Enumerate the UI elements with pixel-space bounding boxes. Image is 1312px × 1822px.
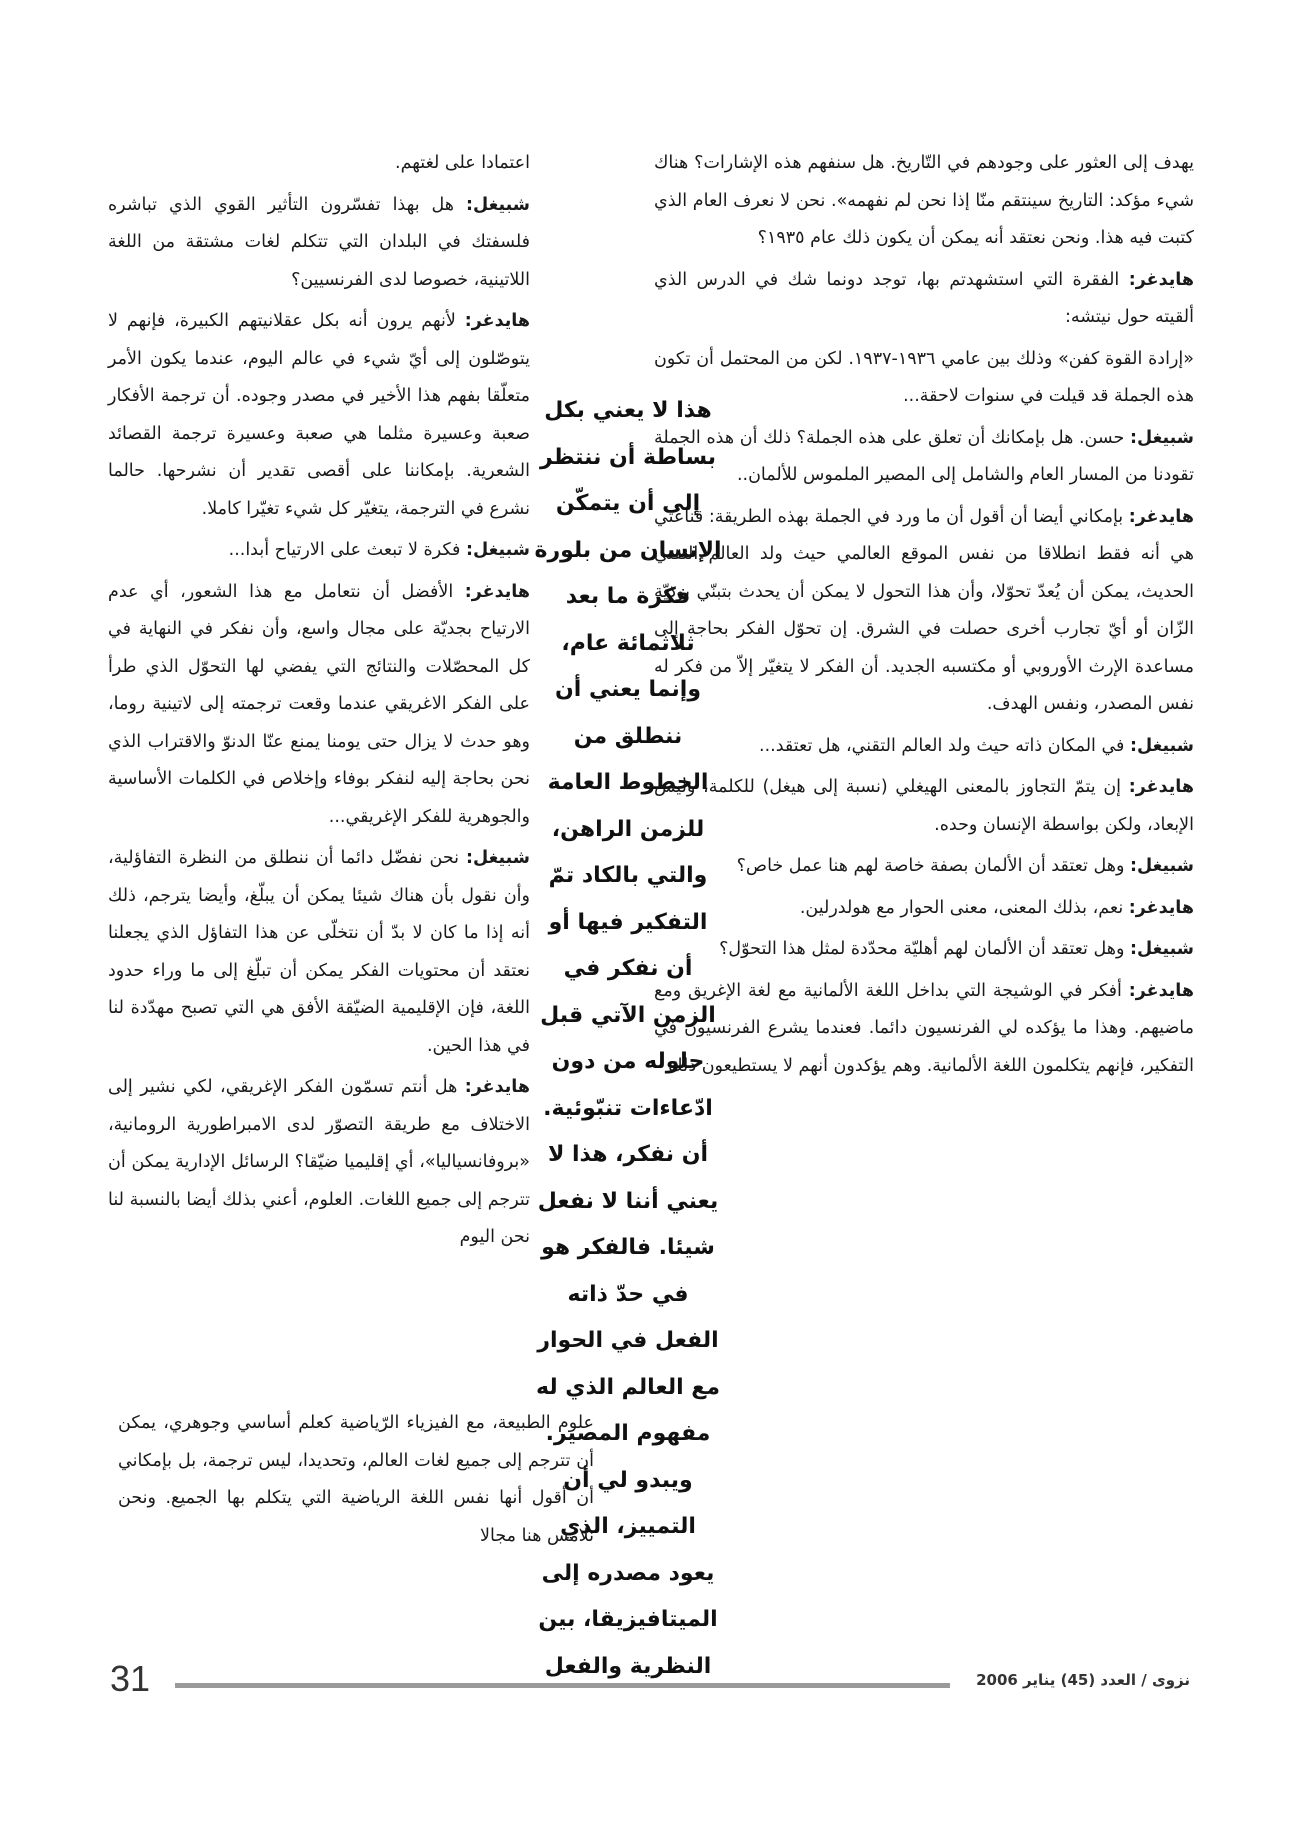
paragraph-text: نعم، بذلك المعنى، معنى الحوار مع هولدرلين.: [799, 897, 1124, 918]
paragraph-text: يهدف إلى العثور على وجودهم في التّاريخ. هل سنفهم هذه الإشارات؟ هناك شيء مؤكد: التاريخ سينتقم منّا إذا نحن لم نفهمه». نحن لا نعرف العام الذي كتبت فيه هذا. ونحن نعتقد أنه يمكن أن يكون ذلك عام ١٩٣٥؟: [654, 153, 1194, 248]
paragraph: [654, 499, 1194, 724]
speaker-label: شبيغل:: [465, 194, 530, 215]
footer-rule: [175, 1683, 950, 1688]
paragraph: [654, 728, 1194, 766]
speaker-label: هايدغر:: [1128, 980, 1194, 1001]
paragraph-text: وهل تعتقد أن الألمان لهم أهليّة محدّدة لمثل هذا التحوّل؟: [719, 939, 1125, 959]
paragraph-text: فكرة لا تبعث على الارتياح أبدا...: [228, 540, 461, 560]
paragraph: [654, 973, 1194, 1086]
paragraph: [654, 931, 1194, 969]
page-number: 31: [110, 1658, 151, 1699]
paragraph-text: حسن. هل بإمكانك أن تعلق على هذه الجملة؟ ذلك أن هذه الجملة تقودنا من المسار العام والشامل إلى المصير الملموس للألمان..: [654, 427, 1194, 485]
paragraph-text: وهل تعتقد أن الألمان بصفة خاصة لهم هنا عمل خاص؟: [736, 856, 1125, 876]
paragraph: [654, 145, 1194, 258]
paragraph: [654, 769, 1194, 844]
running-footer: نزوى / العدد (45) يناير 2006: [976, 1671, 1190, 1689]
paragraph-text: اعتمادا على لغتهم.: [395, 153, 530, 173]
speaker-label: شبيغل:: [1130, 939, 1194, 959]
paragraph-text: إن يتمّ التجاوز بالمعنى الهيغلي (نسبة إلى هيغل) للكلمة، وليس الإبعاد، ولكن بواسطة الإنسان وحده.: [654, 777, 1194, 835]
pull-quote: هذا لا يعني بكل بساطة أن ننتظر إلى أن يتمكّن الإنسان من بلورة فكرة ما بعد ثلاثمائة عام، وإنما يعني أن ننطلق من الخطوط العامة للزمن الراهن، والتي بالكاد تمّ التفكير فيها أو أن نفكر في الزمن الآتي قبل حلوله من دون ادّعاءات تنبّوئية. أن نفكر، هذا لا يعني أننا لا نفعل شيئا. فالفكر هو في حدّ ذاته الفعل في الحوار مع العالم الذي له مفهوم المصير. ويبدو لي أن التمييز، الذي يعود مصدره إلى الميتافيزيقا، بين النظرية والفعل: [534, 398, 722, 1679]
paragraph: [108, 1069, 530, 1257]
speaker-label: هايدغر:: [1128, 506, 1194, 527]
paragraph-text: نحن نفضّل دائما أن ننطلق من النظرة التفاؤلية، وأن نقول بأن هناك شيئا يمكن أن يبلّغ، وأيضا يترجم، ذلك أنه إذا ما كان لا بدّ أن نتخلّى عن هذا التفاؤل الذي يجعلنا نعتقد أن محتويات الفكر يمكن أن تبلّغ إلى ما وراء حدود اللغة، فإن الإقليمية الضيّقة الأفق هي التي تصبح مهدّدة لنا في هذا الحين.: [108, 848, 530, 1056]
paragraph: [108, 574, 530, 837]
speaker-label: شبيغل:: [465, 848, 530, 868]
paragraph: [654, 262, 1194, 337]
paragraph-text: هل بهذا تفسّرون التأثير القوي الذي تباشره فلسفتك في البلدان التي تتكلم لغات مشتقة من اللغة اللاتينية، خصوصا لدى الفرنسيين؟: [108, 194, 530, 290]
speaker-label: هايدغر:: [1128, 269, 1194, 290]
paragraph: [108, 303, 530, 528]
speaker-label: شبيغل:: [1130, 735, 1194, 756]
speaker-label: هايدغر:: [1128, 777, 1194, 797]
paragraph-text: الفقرة التي استشهدتم بها، توجد دونما شك في الدرس الذي ألقيته حول نيتشه:: [654, 269, 1194, 327]
article-column-left: [108, 145, 530, 1261]
paragraph-text: الأفضل أن نتعامل مع هذا الشعور، أي عدم الارتياح بجديّة على مجال واسع، وأن نفكر في النهاية في كل المحصّلات والنتائج التي يفضي لها التحوّل الذي طرأ على الفكر الاغريقي عندما وقعت ترجمته إلى لاتينية روما، وهو حدث لا يزال حتى يومنا يمنع عنّا الدنوّ والاقتراب الذي نحن بحاجة إليه لنفكر بوفاء وإخلاص في الكلمات الأساسية والجوهرية للفكر الإغريقي...: [108, 581, 530, 827]
paragraph: [654, 420, 1194, 495]
speaker-label: شبيغل:: [466, 540, 530, 560]
paragraph: [654, 890, 1194, 928]
paragraph: [654, 341, 1194, 416]
paragraph: [654, 848, 1194, 886]
paragraph-text: أفكر في الوشيجة التي بداخل اللغة الألمانية مع لغة الإغريق ومع ماضيهم. وهذا ما يؤكده لي الفرنسيون دائما. فعندما يشرع الفرنسيون في التفكير، فإنهم يتكلمون اللغة الألمانية. وهم يؤكدون أنهم لا يستطيعون ذلك: [654, 980, 1194, 1076]
speaker-label: هايدغر:: [464, 581, 530, 602]
paragraph-text: «إرادة القوة كفن» وذلك بين عامي ١٩٣٦-١٩٣٧. لكن من المحتمل أن تكون هذه الجملة قد قيلت في سنوات لاحقة...: [654, 348, 1194, 406]
article-column-right: [654, 145, 1194, 1089]
speaker-label: هايدغر:: [464, 1077, 530, 1097]
paragraph-text: لأنهم يرون أنه بكل عقلانيتهم الكبيرة، فإنهم لا يتوصّلون إلى أيّ شيء في عالم اليوم، عندما يكون الأمر متعلّقا بفهم هذا الأخير في مصدر وجوده. أن ترجمة الأفكار صعبة وعسيرة مثلما هي صعبة وعسيرة ترجمة القصائد الشعرية. بإمكاننا على أقصى تقدير أن نشرحها. حالما نشرع في الترجمة، يتغيّر كل شيء تغيّرا كاملا.: [108, 311, 530, 519]
paragraph: [108, 187, 530, 300]
paragraph-text: بإمكاني أيضا أن أقول أن ما ورد في الجملة بهذه الطريقة: قناعتي هي أنه فقط انطلاقا من نفس الموقع العالمي حيث ولد العالم التقني الحديث، يمكن أن يُعدّ تحوّلا، وأن هذا التحول لا يمكن أن يحدث بتبنّي بوذيّة الزّان أو أيّ تجارب أخرى حصلت في الشرق. إن تحوّل الفكر بحاجة إلى مساعدة الإرث الأوروبي أو مكتسبه الجديد. أن الفكر لا يتغيّر إلاّ من فكر له نفس المصدر، ونفس الهدف.: [654, 506, 1194, 714]
paragraph-text: هل أنتم تسمّون الفكر الإغريقي، لكي نشير إلى الاختلاف مع طريقة التصوّر لدى الامبراطورية الرومانية، «بروفانسياليا»، أي إقليميا ضيّقا؟ الرسائل الإدارية يمكن أن تترجم إلى جميع اللغات. العلوم، أعني بذلك أيضا بالنسبة لنا نحن اليوم: [108, 1077, 530, 1247]
paragraph-text: في المكان ذاته حيث ولد العالم التقني، هل تعتقد...: [759, 735, 1125, 756]
speaker-label: هايدغر:: [464, 311, 530, 331]
paragraph: [108, 532, 530, 570]
paragraph: [108, 145, 530, 183]
paragraph: [108, 840, 530, 1065]
speaker-label: شبيغل:: [1130, 856, 1194, 876]
speaker-label: شبيغل:: [1130, 427, 1194, 448]
article-bottom-span: علوم الطبيعة، مع الفيزياء الرّياضية كعلم أساسي وجوهري، يمكن أن تترجم إلى جميع لغات العالم، وتحديدا، ليس ترجمة، بل بإمكاني أن أقول أنها نفس اللغة الرياضية التي يتكلم بها الجميع. ونحن نلامس هنا مجالا: [118, 1413, 594, 1546]
speaker-label: هايدغر:: [1128, 897, 1194, 918]
